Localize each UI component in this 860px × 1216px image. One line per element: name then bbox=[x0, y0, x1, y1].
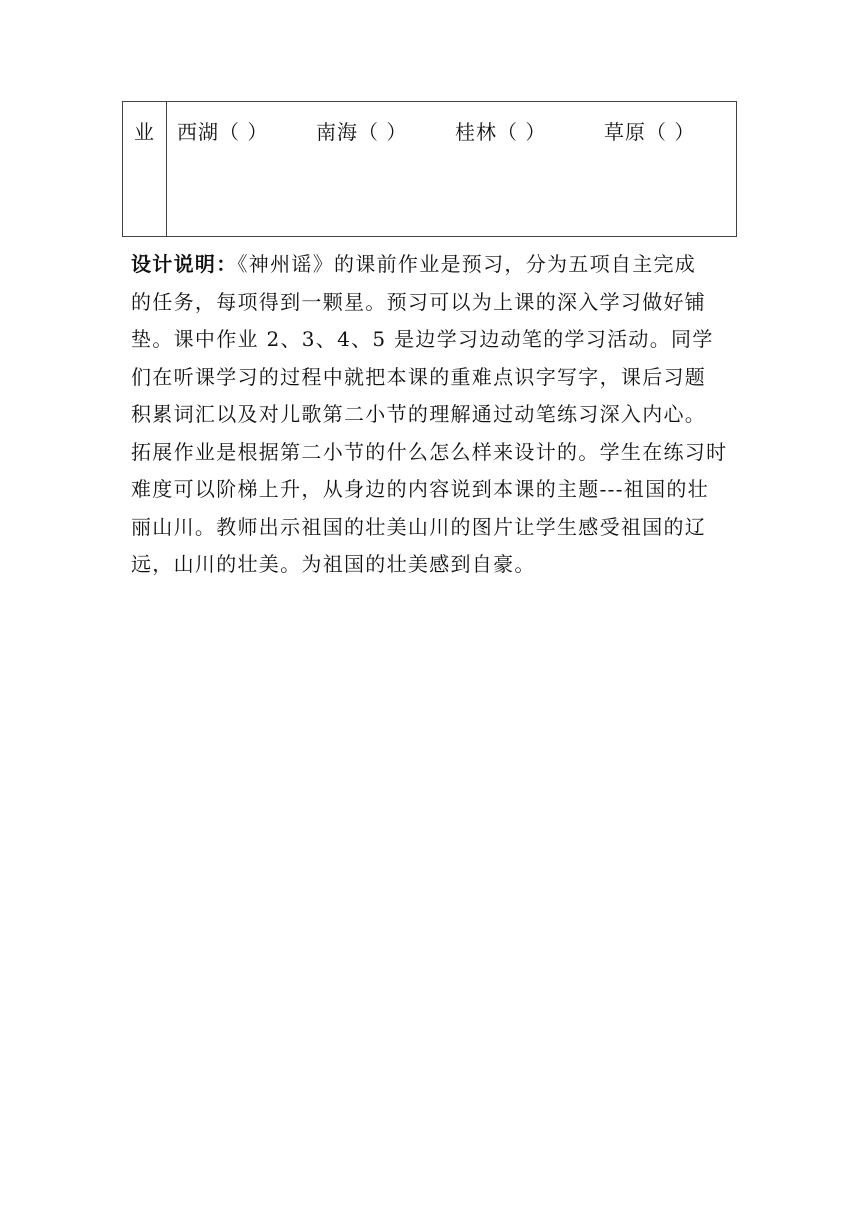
item-guilin: 桂林（ ） bbox=[455, 120, 547, 144]
note-line: 难度可以阶梯上升，从身边的内容说到本课的主题---祖国的壮 bbox=[131, 477, 709, 501]
note-line: 丽山川。教师出示祖国的壮美山川的图片让学生感受祖国的辽 bbox=[131, 514, 707, 539]
note-line bbox=[131, 246, 757, 284]
note-label: 设计说明： bbox=[131, 252, 238, 276]
item-xihu: 西湖（ ） bbox=[177, 120, 269, 144]
note-line: 远，山川的壮美。为祖国的壮美感到自豪。 bbox=[131, 552, 536, 576]
note-line: 的任务，每项得到一颗星。预习可以为上课的深入学习做好铺 bbox=[131, 289, 707, 314]
note-line: 积累词汇以及对儿歌第二小节的理解通过动笔练习深入内心。 bbox=[131, 402, 707, 426]
left-cell-label: 业 bbox=[134, 120, 154, 144]
item-caoyuan: 草原（ ） bbox=[604, 120, 696, 144]
note-line: 垫。课中作业 2、3、4、5 是边学习边动笔的学习活动。同学 bbox=[131, 327, 714, 351]
note-line: 们在听课学习的过程中就把本课的重难点识字写字，课后习题 bbox=[131, 364, 707, 389]
homework-table bbox=[122, 101, 737, 237]
note-line: 拓展作业是根据第二小节的什么怎么样来设计的。学生在练习时 bbox=[131, 439, 728, 464]
note-line-text: 《神州谣》的课前作业是预习，分为五项自主完成 bbox=[237, 252, 697, 276]
item-nanhai: 南海（ ） bbox=[316, 120, 408, 144]
table-left-cell bbox=[123, 102, 167, 236]
design-note bbox=[131, 246, 757, 584]
